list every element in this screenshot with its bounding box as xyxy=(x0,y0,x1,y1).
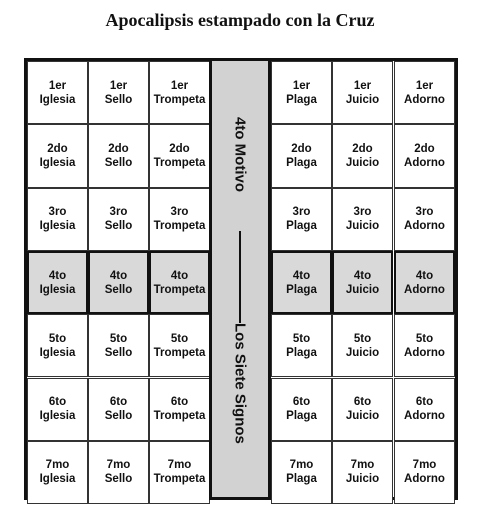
cell-ordinal: 4to xyxy=(415,269,434,282)
cell-iglesia-6 xyxy=(27,378,88,441)
cell-sello-7 xyxy=(88,441,149,504)
cell-ordinal: 2do xyxy=(169,142,190,155)
cell-label: Juicio xyxy=(345,410,380,423)
cell-ordinal: 7mo xyxy=(412,459,437,472)
cell-label: Plaga xyxy=(286,156,317,169)
cell-plaga-1 xyxy=(271,61,332,124)
cell-label: Adorno xyxy=(404,220,445,233)
cell-label: Iglesia xyxy=(39,93,76,106)
cell-label: Sello xyxy=(104,410,133,423)
cell-iglesia-5 xyxy=(27,314,88,377)
cell-ordinal: 7mo xyxy=(167,459,192,472)
cell-label: Iglesia xyxy=(39,283,76,296)
cell-trompeta-2 xyxy=(149,124,210,187)
cell-ordinal: 5to xyxy=(170,332,189,345)
cell-label: Trompeta xyxy=(153,283,206,296)
cell-ordinal: 2do xyxy=(414,142,435,155)
cell-label: Juicio xyxy=(345,473,380,486)
cell-label: Plaga xyxy=(286,410,317,423)
cell-label: Plaga xyxy=(286,346,317,359)
cell-label: Adorno xyxy=(404,93,445,106)
diagram-title: Apocalipsis estampado con la Cruz xyxy=(105,10,375,30)
cell-juicio-5 xyxy=(332,314,393,377)
cell-juicio-3 xyxy=(332,188,393,251)
cell-trompeta-3 xyxy=(149,188,210,251)
cross-grid xyxy=(24,58,458,500)
cell-ordinal: 2do xyxy=(352,142,373,155)
cell-juicio-2 xyxy=(332,124,393,187)
cell-label: Iglesia xyxy=(39,346,76,359)
cell-ordinal: 7mo xyxy=(106,459,131,472)
cell-label: Juicio xyxy=(345,93,380,106)
cell-label: Trompeta xyxy=(153,220,206,233)
cell-ordinal: 3ro xyxy=(48,206,67,219)
cell-ordinal: 4to xyxy=(170,269,189,282)
cell-adorno-5 xyxy=(394,314,455,377)
cell-ordinal: 6to xyxy=(109,396,128,409)
cell-ordinal: 6to xyxy=(170,396,189,409)
cell-ordinal: 5to xyxy=(292,332,311,345)
cell-adorno-3 xyxy=(394,188,455,251)
cell-label: Iglesia xyxy=(39,220,76,233)
cell-label: Juicio xyxy=(345,156,380,169)
cell-label: Sello xyxy=(104,93,133,106)
cell-label: Sello xyxy=(104,156,133,169)
cell-adorno-1 xyxy=(394,61,455,124)
cell-label: Trompeta xyxy=(153,156,206,169)
cell-label: Plaga xyxy=(286,220,317,233)
cell-sello-3 xyxy=(88,188,149,251)
cell-label: Juicio xyxy=(345,220,380,233)
cell-adorno-7 xyxy=(394,441,455,504)
center-column xyxy=(209,58,271,500)
cell-label: Trompeta xyxy=(153,473,206,486)
cell-iglesia-3 xyxy=(27,188,88,251)
cell-ordinal: 1er xyxy=(292,79,311,92)
cell-ordinal: 3ro xyxy=(353,206,372,219)
cell-plaga-4 xyxy=(271,251,332,314)
cell-label: Sello xyxy=(104,283,133,296)
cell-sello-5 xyxy=(88,314,149,377)
cell-label: Adorno xyxy=(404,283,445,296)
cell-adorno-6 xyxy=(394,378,455,441)
cell-sello-4 xyxy=(88,251,149,314)
cell-ordinal: 5to xyxy=(353,332,372,345)
cell-iglesia-7 xyxy=(27,441,88,504)
cell-label: Sello xyxy=(104,346,133,359)
cell-ordinal: 5to xyxy=(109,332,128,345)
cell-ordinal: 4to xyxy=(48,269,67,282)
cell-label: Juicio xyxy=(345,283,380,296)
cell-ordinal: 1er xyxy=(109,79,128,92)
cell-ordinal: 3ro xyxy=(170,206,189,219)
cell-label: Sello xyxy=(104,473,133,486)
cell-plaga-3 xyxy=(271,188,332,251)
cell-plaga-6 xyxy=(271,378,332,441)
cell-label: Iglesia xyxy=(39,473,76,486)
center-dash-line xyxy=(239,231,241,323)
center-top-label: 4to Motivo xyxy=(231,117,249,192)
cell-sello-2 xyxy=(88,124,149,187)
cell-juicio-1 xyxy=(332,61,393,124)
cell-adorno-2 xyxy=(394,124,455,187)
cell-label: Plaga xyxy=(286,473,317,486)
cell-ordinal: 2do xyxy=(291,142,312,155)
cell-juicio-6 xyxy=(332,378,393,441)
cell-label: Adorno xyxy=(404,156,445,169)
cell-trompeta-1 xyxy=(149,61,210,124)
cell-iglesia-1 xyxy=(27,61,88,124)
cell-ordinal: 6to xyxy=(353,396,372,409)
cell-plaga-7 xyxy=(271,441,332,504)
cell-label: Plaga xyxy=(286,93,317,106)
cell-trompeta-7 xyxy=(149,441,210,504)
cell-ordinal: 6to xyxy=(292,396,311,409)
cell-ordinal: 3ro xyxy=(292,206,311,219)
cell-ordinal: 3ro xyxy=(415,206,434,219)
cell-ordinal: 3ro xyxy=(109,206,128,219)
cell-adorno-4 xyxy=(394,251,455,314)
cell-plaga-2 xyxy=(271,124,332,187)
cell-ordinal: 5to xyxy=(48,332,67,345)
cell-iglesia-4 xyxy=(27,251,88,314)
cell-ordinal: 1er xyxy=(48,79,67,92)
cell-ordinal: 2do xyxy=(47,142,68,155)
cell-juicio-7 xyxy=(332,441,393,504)
cell-label: Adorno xyxy=(404,473,445,486)
cell-label: Iglesia xyxy=(39,156,76,169)
cell-ordinal: 7mo xyxy=(350,459,375,472)
cell-label: Juicio xyxy=(345,346,380,359)
cell-sello-1 xyxy=(88,61,149,124)
cell-label: Trompeta xyxy=(153,93,206,106)
cell-ordinal: 5to xyxy=(415,332,434,345)
cell-juicio-4 xyxy=(332,251,393,314)
cell-ordinal: 6to xyxy=(48,396,67,409)
cell-trompeta-4 xyxy=(149,251,210,314)
cell-iglesia-2 xyxy=(27,124,88,187)
cell-ordinal: 4to xyxy=(292,269,311,282)
cell-ordinal: 1er xyxy=(170,79,189,92)
cell-label: Iglesia xyxy=(39,410,76,423)
cell-ordinal: 4to xyxy=(109,269,128,282)
cell-trompeta-5 xyxy=(149,314,210,377)
cell-label: Sello xyxy=(104,220,133,233)
cell-ordinal: 6to xyxy=(415,396,434,409)
cell-ordinal: 2do xyxy=(108,142,129,155)
cell-ordinal: 7mo xyxy=(289,459,314,472)
center-bottom-label: Los Siete Signos xyxy=(231,323,249,444)
cell-ordinal: 4to xyxy=(353,269,372,282)
cell-trompeta-6 xyxy=(149,378,210,441)
cell-label: Trompeta xyxy=(153,410,206,423)
cell-label: Plaga xyxy=(286,283,317,296)
cell-ordinal: 1er xyxy=(353,79,372,92)
cell-ordinal: 7mo xyxy=(45,459,70,472)
cell-label: Adorno xyxy=(404,346,445,359)
cell-label: Adorno xyxy=(404,410,445,423)
cell-label: Trompeta xyxy=(153,346,206,359)
cell-ordinal: 1er xyxy=(415,79,434,92)
cell-sello-6 xyxy=(88,378,149,441)
cell-plaga-5 xyxy=(271,314,332,377)
